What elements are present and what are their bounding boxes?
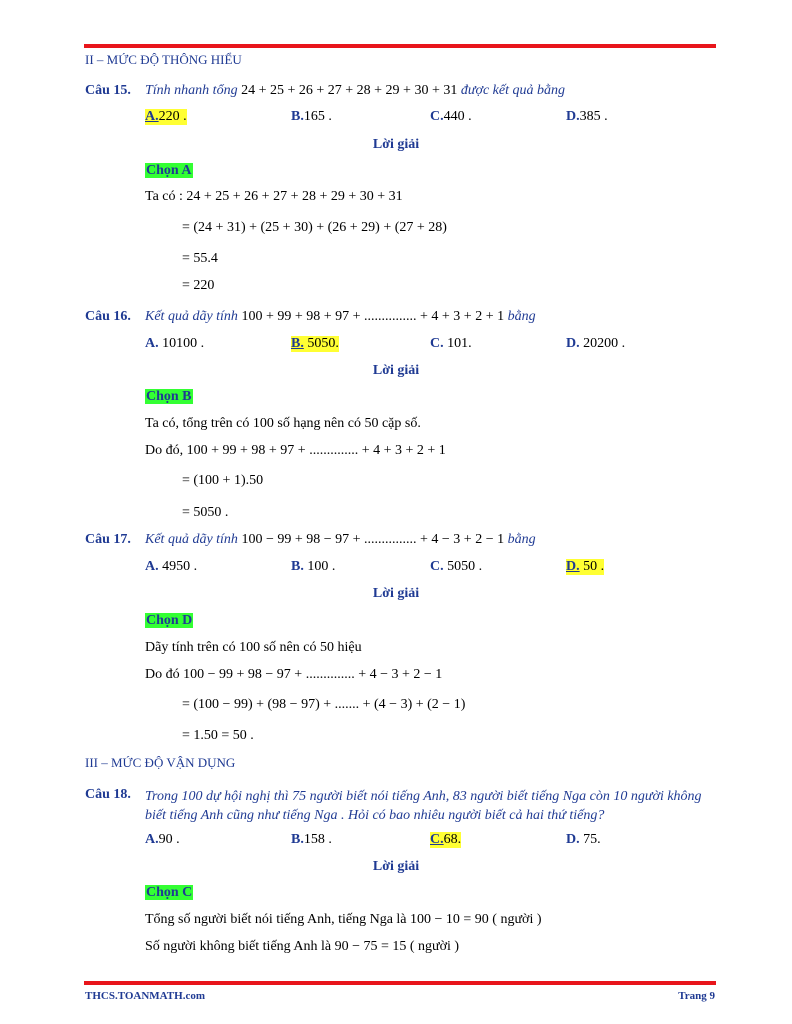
option-letter: C. [430,109,444,124]
q18-choice-badge [145,885,193,901]
q17-option-a[interactable] [145,559,197,575]
q15-option-d[interactable] [566,109,608,125]
option-letter: C. [430,336,444,351]
q17-solution-line-1: Dãy tính trên có 100 số nên có 50 hiệu [145,640,362,655]
footer-site-link[interactable]: THCS.TOANMATH.com [85,990,205,1002]
q16-option-d[interactable] [566,336,625,352]
option-value: 440 . [443,109,472,124]
q17-solution-line-3: = (100 − 99) + (98 − 97) + ....... + (4 − 3) + (2 − 1) [182,697,466,712]
q18-option-b[interactable] [291,832,332,848]
option-value: 68. [443,832,462,847]
question-15-expression: 24 + 25 + 26 + 27 + 28 + 29 + 30 + 31 [241,83,458,98]
q16-choice-badge [145,389,193,405]
question-15-text-a: Tính nhanh tổng [145,83,242,98]
option-letter: D. [566,832,580,847]
question-18-label: Câu 18. [85,787,131,802]
q17-option-b[interactable] [291,559,335,575]
q15-solution-line-3: = 55.4 [182,251,218,266]
top-rule [84,44,716,48]
q16-option-a[interactable] [145,336,204,352]
option-value: 90 . [158,832,180,847]
question-17-text-b: bằng [504,532,536,547]
q16-solution-line-1: Ta có, tổng trên có 100 số hạng nên có 50 cặp số. [145,416,421,431]
option-letter: D. [566,109,580,124]
q15-solution-line-2: = (24 + 31) + (25 + 30) + (26 + 29) + (27 + 28) [182,220,447,235]
q17-choice-badge [145,613,193,629]
q18-solution-title: Lời giải [372,859,420,874]
q15-option-b[interactable] [291,109,332,125]
option-value: 20200 . [583,336,626,351]
question-16-label: Câu 16. [85,309,131,324]
q18-option-d[interactable] [566,832,601,848]
option-value: 10100 . [162,336,205,351]
choice-label: Chọn C [146,885,193,900]
question-17-text [145,532,536,548]
q15-option-a[interactable] [145,109,187,125]
q16-solution-line-4: = 5050 . [182,505,229,520]
option-value: 75. [583,832,601,847]
q15-solution-line-1: Ta có : 24 + 25 + 26 + 27 + 28 + 29 + 30 + 31 [145,189,403,204]
option-value: 5050 . [447,559,483,574]
q17-solution-title: Lời giải [372,586,420,601]
q16-option-c[interactable] [430,336,472,352]
choice-label: Chọn A [146,163,192,178]
option-letter: B. [291,559,304,574]
question-17-label: Câu 17. [85,532,131,547]
option-letter: A. [145,559,159,574]
q17-option-c[interactable] [430,559,482,575]
q15-choice-badge [145,163,193,179]
bottom-rule [84,981,716,985]
option-letter: B. [291,832,304,847]
option-letter: C. [430,832,444,847]
option-letter: D. [566,336,580,351]
choice-label: Chọn B [146,389,192,404]
option-letter: C. [430,559,444,574]
q16-option-b[interactable] [291,336,339,352]
q17-solution-line-4: = 1.50 = 50 . [182,728,254,743]
q16-solution-line-2: Do đó, 100 + 99 + 98 + 97 + .............. + 4 + 3 + 2 + 1 [145,443,446,458]
section-heading-understanding: II – MỨC ĐỘ THÔNG HIỂU [85,52,242,67]
q18-solution-line-2: Số người không biết tiếng Anh là 90 − 75 = 15 ( người ) [145,939,460,954]
question-16-text-a: Kết quả dãy tính [145,309,242,324]
option-value: 220 . [158,109,187,124]
option-value: 101. [447,336,472,351]
footer-page-number: Trang 9 [678,990,715,1002]
question-17-expression: 100 − 99 + 98 − 97 + ............... + 4 − 3 + 2 − 1 [241,532,505,547]
question-17-text-a: Kết quả dãy tính [145,532,242,547]
question-15-text [145,83,565,99]
option-letter: A. [145,832,159,847]
question-15-label: Câu 15. [85,83,131,98]
q17-option-d[interactable] [566,559,604,575]
choice-label: Chọn D [146,613,193,628]
option-letter: A. [145,109,159,124]
option-letter: B. [291,109,304,124]
option-value: 4950 . [162,559,198,574]
q18-option-a[interactable] [145,832,180,848]
option-letter: A. [145,336,159,351]
q15-option-c[interactable] [430,109,472,125]
section-heading-application: III – MỨC ĐỘ VẬN DỤNG [85,755,236,770]
question-15-text-b: được kết quả bằng [457,83,565,98]
option-value: 165 . [303,109,332,124]
q15-solution-title: Lời giải [372,137,420,152]
option-value: 50 . [583,559,605,574]
option-value: 385 . [579,109,608,124]
question-16-text-b: bằng [504,309,536,324]
q18-option-c[interactable] [430,832,461,848]
option-letter: B. [291,336,304,351]
q15-solution-line-4: = 220 [182,278,215,293]
question-16-expression: 100 + 99 + 98 + 97 + ............... + 4 + 3 + 2 + 1 [241,309,505,324]
q18-solution-line-1: Tổng số người biết nói tiếng Anh, tiếng Nga là 100 − 10 = 90 ( người ) [145,912,542,927]
option-value: 5050. [307,336,339,351]
option-letter: D. [566,559,580,574]
q17-solution-line-2: Do đó 100 − 99 + 98 − 97 + .............. + 4 − 3 + 2 − 1 [145,667,443,682]
option-value: 158 . [303,832,332,847]
q16-solution-title: Lời giải [372,363,420,378]
question-18-text: Trong 100 dự hội nghị thì 75 người biết nói tiếng Anh, 83 người biết tiếng Nga còn 10 người không biết tiếng Anh cũng như tiếng Nga . Hỏi có bao nhiêu người biết cả hai thứ tiếng? [145,789,702,823]
question-16-text [145,309,536,325]
q16-solution-line-3: = (100 + 1).50 [182,473,264,488]
option-value: 100 . [307,559,336,574]
